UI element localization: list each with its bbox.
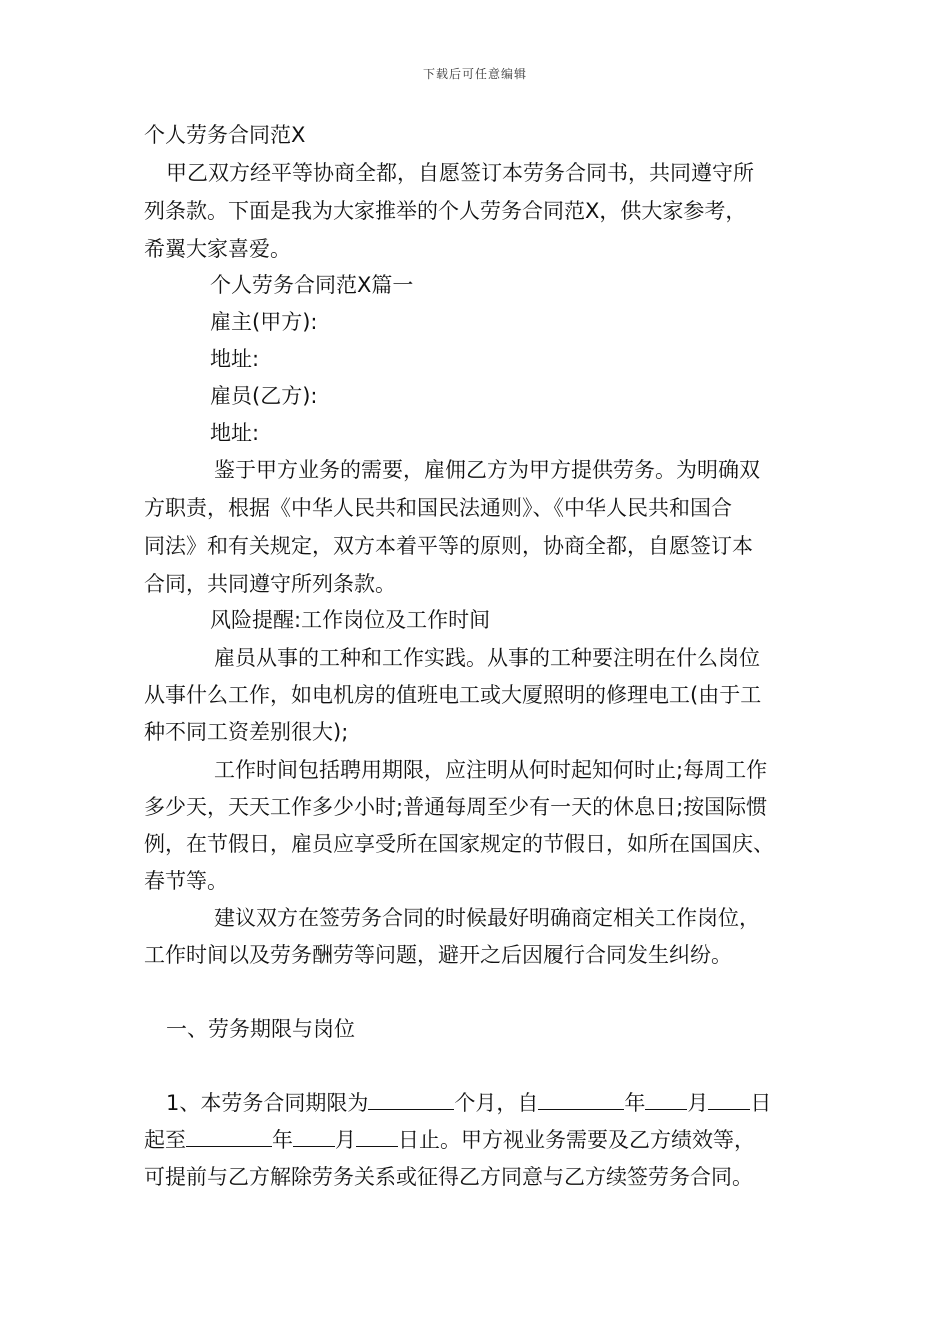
- blank-end-year: [186, 1124, 272, 1147]
- preamble-line-4: 合同，共同遵守所列条款。: [144, 572, 396, 596]
- risk-p3-line-2: 工作时间以及劳务酬劳等问题，避开之后因履行合同发生纠纷。: [144, 943, 732, 967]
- document-title: 个人劳务合同范X: [144, 123, 306, 147]
- clause-1-line-3: 可提前与乙方解除劳务关系或征得乙方同意与乙方续签劳务合同。: [144, 1165, 753, 1189]
- risk-p2-line-1: 工作时间包括聘用期限，应注明从何时起知何时止;每周工作: [214, 758, 768, 782]
- clause-text: 月: [687, 1091, 709, 1115]
- risk-p2-line-4: 春节等。: [144, 869, 228, 893]
- employee-field: 雇员(乙方):: [210, 384, 318, 408]
- employer-field: 雇主(甲方):: [210, 310, 318, 334]
- employer-address-field: 地址:: [210, 347, 260, 371]
- page-header: 下载后可任意编辑: [422, 67, 527, 81]
- blank-start-day: [708, 1087, 750, 1110]
- clause-text: 年: [272, 1128, 293, 1152]
- intro-line-2: 列条款。下面是我为大家推举的个人劳务合同范X，供大家参考，: [144, 199, 747, 223]
- risk-p2-line-2: 多少天，天天工作多少小时;普通每周至少有一天的休息日;按国际惯: [144, 795, 768, 819]
- clause-1-line-2: [144, 1124, 755, 1155]
- preamble-line-3: 同法》和有关规定，双方本着平等的原则，协商全都，自愿签订本: [144, 534, 753, 558]
- blank-end-month: [293, 1124, 335, 1147]
- risk-p2-line-3: 例，在节假日，雇员应享受所在国家规定的节假日，如所在国国庆、: [144, 832, 774, 856]
- clause-text: 月: [335, 1128, 356, 1152]
- intro-line-3: 希翼大家喜爱。: [144, 237, 291, 261]
- article-1-heading: 一、劳务期限与岗位: [166, 1017, 355, 1041]
- clause-text: 个月，自: [454, 1091, 539, 1115]
- clause-1-line-1: [166, 1087, 771, 1118]
- clause-text: 年: [624, 1091, 646, 1115]
- clause-text: 日止。甲方视业务需要及乙方绩效等，: [398, 1128, 755, 1152]
- employee-address-field: 地址:: [210, 421, 260, 445]
- preamble-line-1: 鉴于甲方业务的需要，雇佣乙方为甲方提供劳务。为明确双: [214, 458, 760, 482]
- risk-p1-line-1: 雇员从事的工种和工作实践。从事的工种要注明在什么岗位: [214, 646, 760, 670]
- risk-p1-line-3: 种不同工资差别很大);: [144, 720, 349, 744]
- blank-start-year: [538, 1087, 624, 1110]
- intro-line-1: 甲乙双方经平等协商全都，自愿签订本劳务合同书，共同遵守所: [166, 161, 754, 185]
- blank-months: [368, 1087, 454, 1110]
- section-title: 个人劳务合同范X篇一: [210, 273, 414, 297]
- clause-text: 日: [750, 1091, 772, 1115]
- blank-end-day: [356, 1124, 398, 1147]
- risk-title: 风险提醒:工作岗位及工作时间: [210, 608, 491, 632]
- risk-p3-line-1: 建议双方在签劳务合同的时候最好明确商定相关工作岗位，: [214, 906, 760, 930]
- risk-p1-line-2: 从事什么工作，如电机房的值班电工或大厦照明的修理电工(由于工: [144, 683, 762, 707]
- preamble-line-2: 方职责，根据《中华人民共和国民法通则》、《中华人民共和国合: [144, 496, 732, 520]
- clause-text: 起至: [144, 1128, 186, 1152]
- blank-start-month: [645, 1087, 687, 1110]
- clause-text: 1、本劳务合同期限为: [166, 1091, 369, 1115]
